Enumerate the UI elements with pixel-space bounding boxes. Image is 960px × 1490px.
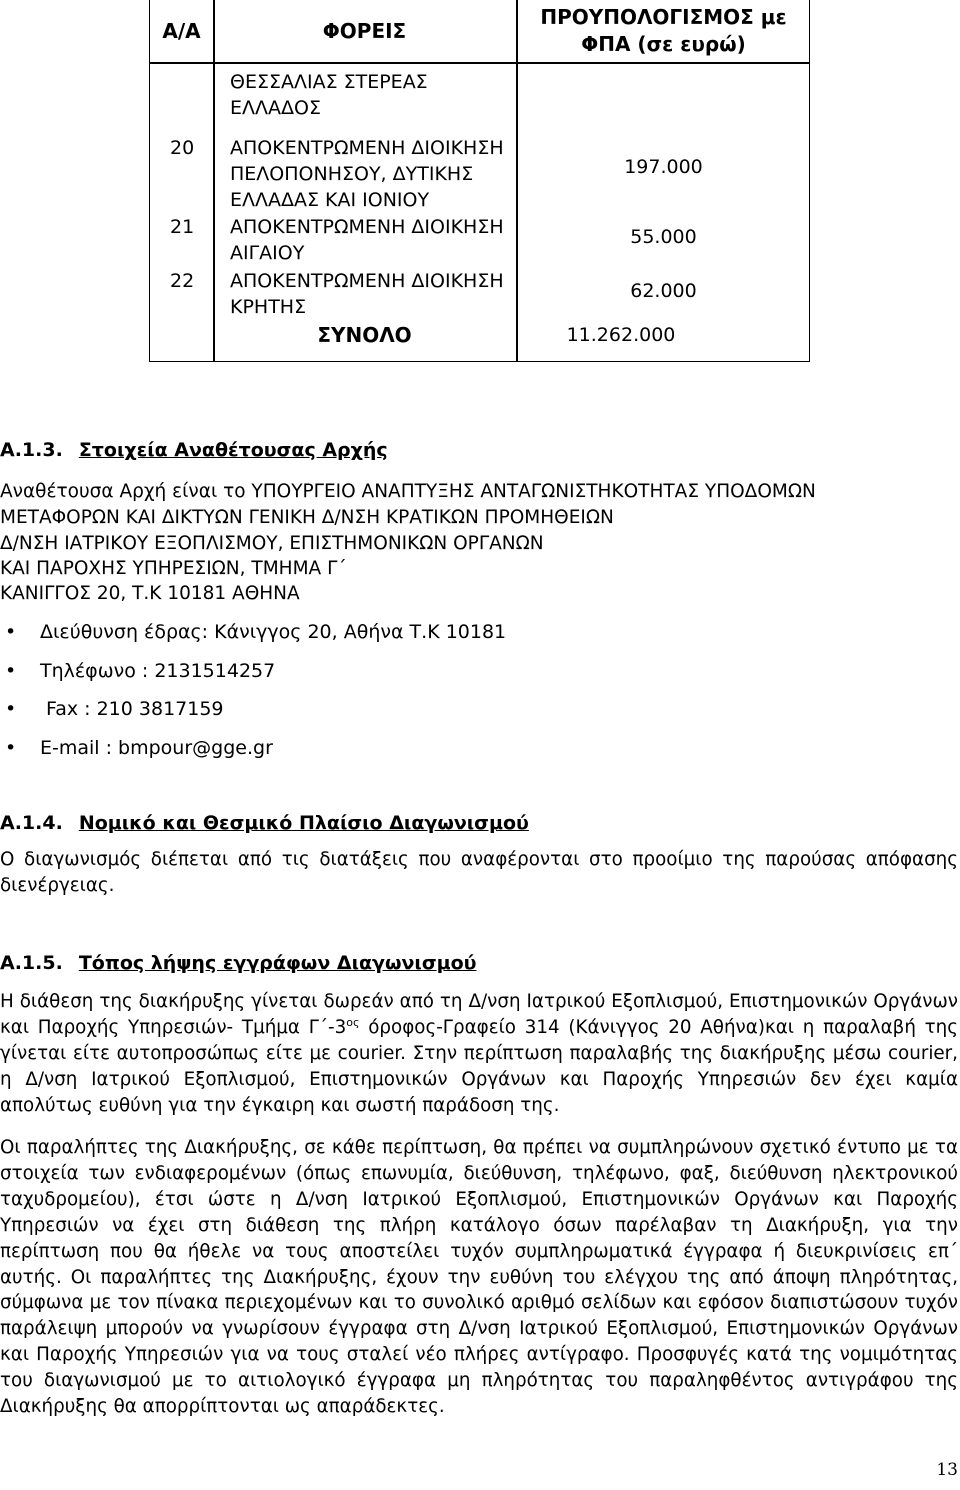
ordinal-superscript: ος bbox=[346, 1015, 360, 1029]
contact-address: Διεύθυνση έδρας: Κάνιγγος 20, Αθήνα Τ.Κ 10181 bbox=[40, 621, 507, 643]
contact-email: E-mail : bmpour@gge.gr bbox=[40, 737, 273, 759]
table-divider bbox=[213, 0, 215, 362]
row-entity-line: ΕΛΛΑΔΑΣ ΚΑΙ ΙΟΝΙΟΥ bbox=[230, 189, 430, 211]
budget-table bbox=[149, 0, 810, 362]
authority-line: Αναθέτουσα Αρχή είναι το ΥΠΟΥΡΓΕΙΟ ΑΝΑΠΤΥΞΗΣ ΑΝΤΑΓΩΝΙΣΤΗΚΟΤΗΤΑΣ ΥΠΟΔΟΜΩΝ bbox=[0, 481, 816, 502]
row-entity-line: ΑΙΓΑΙΟΥ bbox=[230, 242, 305, 264]
table-divider bbox=[150, 62, 809, 64]
header-budget-line1: ΠΡΟΥΠΟΛΟΓΙΣΜΟΣ με bbox=[540, 5, 787, 29]
total-amount: 11.262.000 bbox=[566, 324, 676, 346]
bullet-icon: • bbox=[5, 737, 17, 759]
bullet-icon: • bbox=[5, 698, 17, 720]
row-number: 20 bbox=[170, 137, 195, 159]
bullet-icon: • bbox=[5, 621, 17, 643]
contact-fax: Fax : 210 3817159 bbox=[40, 698, 224, 720]
documents-paragraph-1: Η διάθεση της διακήρυξης γίνεται δωρεάν από τη Δ/νση Ιατρικού Εξοπλισμού, Επιστημονικών Οργάνων και Παροχής Υπηρεσιών- Τμήμα $\Gamma΄-3^{o\varsigma}$ όροφος-Γραφείο 314 (Κάνιγγος 20 Αθήνα)και η παραλαβή της γίνεται είτε αυτοπροσώπως είτε με courier. Στην περίπτωση παραλαβής της διακήρυξης μέσω courier, η Δ/νση Ιατρικού Εξοπλισμού, Επιστημονικών Οργάνων και Παροχής Υπηρεσιών δεν έχει καμία απολύτως ευθύνη για την έγκαιρη και σωστή παράδοση της. bbox=[0, 991, 958, 1116]
row-entity-line: ΚΡΗΤΗΣ bbox=[230, 296, 307, 318]
bullet-icon: • bbox=[5, 660, 17, 682]
section-heading-a13 bbox=[0, 437, 388, 463]
section-number: Α.1.3. bbox=[0, 439, 63, 461]
legal-framework-text: Ο διαγωνισμός διέπεται από τις διατάξεις που αναφέρονται στο προοίμιο της παρούσας απόφασης διενέργειας. bbox=[0, 849, 958, 896]
row-entity-line: ΑΠΟΚΕΝΤΡΩΜΕΝΗ ΔΙΟΙΚΗΣΗ bbox=[230, 270, 504, 292]
header-aa: Α/Α bbox=[162, 19, 201, 43]
continuation-line: ΘΕΣΣΑΛΙΑΣ ΣΤΕΡΕΑΣ bbox=[230, 71, 428, 93]
section-title: Τόπος λήψης εγγράφων Διαγωνισμού bbox=[78, 952, 477, 974]
row-entity-line: ΠΕΛΟΠΟΝΗΣΟΥ, ΔΥΤΙΚΗΣ bbox=[230, 163, 474, 185]
continuation-line: ΕΛΛΑΔΟΣ bbox=[230, 97, 321, 119]
section-number: Α.1.4. bbox=[0, 812, 63, 834]
row-amount: 197.000 bbox=[624, 156, 703, 178]
section-heading-a14 bbox=[0, 810, 529, 836]
section-heading-a15 bbox=[0, 950, 477, 976]
row-entity-line: ΑΠΟΚΕΝΤΡΩΜΕΝΗ ΔΙΟΙΚΗΣΗ bbox=[230, 216, 504, 238]
authority-line: Δ/ΝΣΗ ΙΑΤΡΙΚΟΥ ΕΞΟΠΛΙΣΜΟΥ, ΕΠΙΣΤΗΜΟΝΙΚΩΝ ΟΡΓΑΝΩΝ bbox=[0, 533, 544, 554]
row-number: 21 bbox=[170, 216, 195, 238]
row-amount: 62.000 bbox=[630, 280, 697, 302]
header-foreis: ΦΟΡΕΙΣ bbox=[322, 19, 407, 43]
authority-line: ΚΑΝΙΓΓΟΣ 20, Τ.Κ 10181 ΑΘΗΝΑ bbox=[0, 583, 300, 604]
row-number: 22 bbox=[170, 270, 195, 292]
authority-line: ΜΕΤΑΦΟΡΩΝ ΚΑΙ ΔΙΚΤΥΩΝ ΓΕΝΙΚΗ Δ/ΝΣΗ ΚΡΑΤΙΚΩΝ ΠΡΟΜΗΘΕΙΩΝ bbox=[0, 507, 614, 528]
section-title: Στοιχεία Αναθέτουσας Αρχής bbox=[78, 439, 388, 461]
row-entity-line: ΑΠΟΚΕΝΤΡΩΜΕΝΗ ΔΙΟΙΚΗΣΗ bbox=[230, 137, 504, 159]
documents-paragraph-2: Οι παραλήπτες της Διακήρυξης, σε κάθε περίπτωση, θα πρέπει να συμπληρώνουν σχετικό έντυπο με τα στοιχεία των ενδιαφερομένων (όπως επωνυμία, διεύθυνση, τηλέφωνο, φαξ, διεύθυνση ηλεκτρονικού ταχυδρομείου), έτσι ώστε η Δ/νση Ιατρικού Εξοπλισμού, Επιστημονικών Οργάνων και Παροχής Υπηρεσιών να έχει στη διάθεση της πλήρη κατάλογο όσων παρέλαβαν τη Διακήρυξη, για την περίπτωση που θα ήθελε να τους αποστείλει τυχόν συμπληρωματικά έγγραφα ή διευκρινίσεις επ΄ αυτής. Οι παραλήπτες της Διακήρυξης, έχουν την ευθύνη του ελέγχου της από άποψη πληρότητας, σύμφωνα με τον πίνακα περιεχομένων και το συνολικό αριθμό σελίδων και εφόσον διαπιστώσουν τυχόν παράλειψη μπορούν να γνωρίσουν έγγραφα στη Δ/νση Ιατρικού Εξοπλισμού, Επιστημονικών Οργάνων και Παροχής Υπηρεσιών για να τους σταλεί νέο πλήρες αντίγραφο. Προσφυγές κατά της νομιμότητας του διαγωνισμού με το αιτιολογικό έγγραφα μη πληρότητας του παραληφθέντος αντιγράφου της Διακήρυξης θα απορρίπτονται ως απαράδεκτες. bbox=[0, 1137, 958, 1418]
row-amount: 55.000 bbox=[630, 226, 697, 248]
page-number: 13 bbox=[936, 1460, 958, 1480]
header-budget-line2: ΦΠΑ (σε ευρώ) bbox=[581, 32, 746, 56]
total-label: ΣΥΝΟΛΟ bbox=[317, 323, 412, 347]
authority-line: ΚΑΙ ΠΑΡΟΧΗΣ ΥΠΗΡΕΣΙΩΝ, ΤΜΗΜΑ Γ΄ bbox=[0, 558, 347, 579]
section-title: Νομικό και Θεσμικό Πλαίσιο Διαγωνισμού bbox=[78, 812, 529, 834]
section-number: Α.1.5. bbox=[0, 952, 63, 974]
contact-phone: Τηλέφωνο : 2131514257 bbox=[40, 660, 276, 682]
